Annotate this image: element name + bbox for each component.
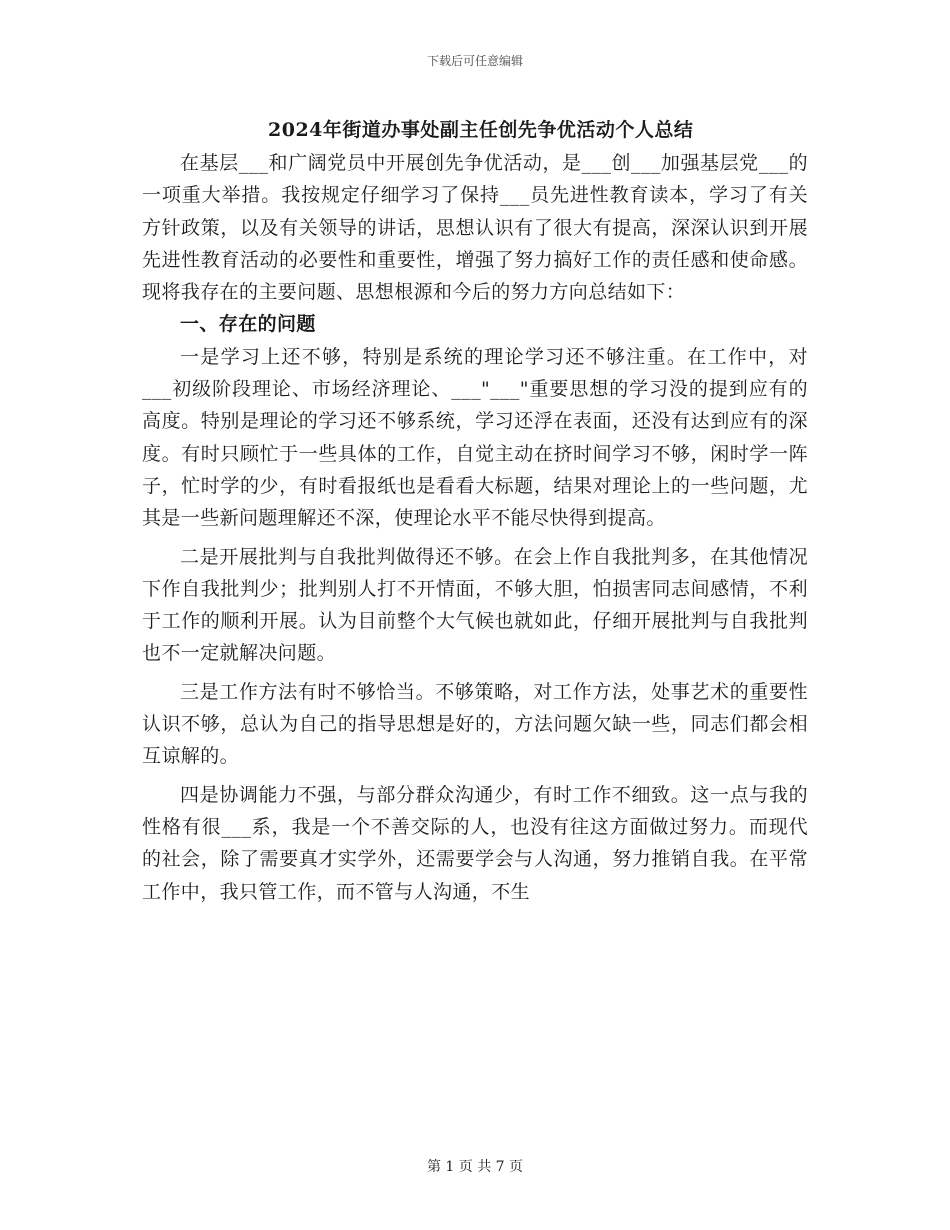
page-header-note: 下载后可任意编辑	[426, 54, 523, 68]
paragraph-coordination: 四是协调能力不强，与部分群众沟通少，有时工作不细致。这一点与我的性格有很___系，我是一个不善交际的人，也没有往这方面做过努力。而现代的社会，除了需要真才实学外，还需要学会与人沟通，努力推销自我。在平常工作中，我只管工作，而不管与人沟通，不生	[142, 783, 808, 903]
paragraph-study: 一是学习上还不够，特别是系统的理论学习还不够注重。在工作中，对___初级阶段理论、市场经济理论、___"___"重要思想的学习没的提到应有的高度。特别是理论的学习还不够系统，学习还浮在表面，还没有达到应有的深度。有时只顾忙于一些具体的工作，自觉主动在挤时间学习不够，闲时学一阵子，忙时学的少，有时看报纸也是看看大标题，结果对理论上的一些问题，尤其是一些新问题理解还不深，使理论水平不能尽快得到提高。	[142, 345, 808, 530]
paragraph-criticism: 二是开展批判与自我批判做得还不够。在会上作自我批判多，在其他情况下作自我批判少；批判别人打不开情面，不够大胆，怕损害同志间感情，不利于工作的顺利开展。认为目前整个大气候也就如此，仔细开展批判与自我批判也不一定就解决问题。	[142, 545, 808, 665]
paragraph-work-method: 三是工作方法有时不够恰当。不够策略，对工作方法，处事艺术的重要性认识不够，总认为自己的指导思想是好的，方法问题欠缺一些，同志们都会相互谅解的。	[142, 680, 808, 768]
intro-paragraph: 在基层___和广阔党员中开展创先争优活动，是___创___加强基层党___的一项重大举措。我按规定仔细学习了保持___员先进性教育读本，学习了有关方针政策，以及有关领导的讲话，思想认识有了很大有提高，深深认识到开展先进性教育活动的必要性和重要性，增强了努力搞好工作的责任感和使命感。现将我存在的主要问题、思想根源和今后的努力方向总结如下：	[142, 152, 808, 304]
section-heading-problems: 一、存在的问题	[180, 313, 316, 336]
document-body	[142, 113, 808, 908]
page-number: 第 1 页 共 7 页	[426, 1159, 524, 1175]
document-title: 2024年街道办事处副主任创先争优活动个人总结	[268, 119, 694, 141]
